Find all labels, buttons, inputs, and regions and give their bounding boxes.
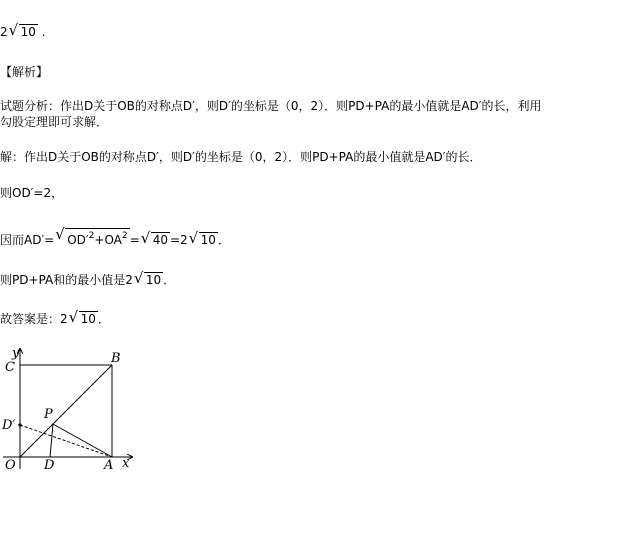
sq1: 2 <box>88 231 95 241</box>
final-line <box>0 308 110 327</box>
segment-pd <box>50 424 53 457</box>
point-d-prime <box>18 423 21 426</box>
sq2: 2 <box>121 231 128 241</box>
diagonal-ob <box>20 365 112 457</box>
label-o: O <box>5 458 16 473</box>
solution-line: 解：作出D关于OB的对称点D′，则D′的坐标是（0，2）．则PD+PA的最小值就是AD′的长． <box>0 150 482 164</box>
final-prefix: 故答案是：2 <box>0 312 68 326</box>
sqrt-10: √ 10 <box>188 229 216 247</box>
therefore-trail: ． <box>217 233 230 247</box>
answer-coef: 2 <box>0 25 8 39</box>
label-x: x <box>122 456 130 471</box>
therefore-line <box>0 225 230 248</box>
min-radicand: 10 <box>145 273 162 287</box>
min-line <box>0 269 176 288</box>
od-line: 则OD′=2， <box>0 186 64 200</box>
therefore-prefix: 因而AD′= <box>0 233 55 247</box>
min-prefix: 则PD+PA和的最小值是2 <box>0 273 133 287</box>
min-sqrt: √ 10 <box>133 269 162 287</box>
geometry-diagram <box>0 345 150 485</box>
label-y: y <box>12 346 20 361</box>
final-trail: ． <box>97 312 110 326</box>
label-p: P <box>44 407 53 422</box>
eq2: =2 <box>169 233 188 247</box>
big-sqrt: √ $OD'^2+OA^2$ <box>55 225 128 247</box>
answer-line <box>0 21 46 40</box>
label-d: D <box>44 458 55 473</box>
plus-oa: +OA <box>94 233 122 247</box>
segment-pa <box>53 424 112 457</box>
radicand-10: 10 <box>200 233 216 247</box>
label-a: A <box>104 458 114 473</box>
answer-trail: . <box>41 25 46 39</box>
label-c: C <box>5 360 15 375</box>
min-trail: ． <box>163 273 176 287</box>
sqrt-40: √ 40 <box>140 229 168 247</box>
label-d-prime: D′ <box>2 418 16 433</box>
dashed-d-prime-a <box>20 425 112 457</box>
final-radicand: 10 <box>80 312 96 326</box>
final-sqrt: √ 10 <box>68 308 96 326</box>
label-b: B <box>111 351 121 366</box>
analysis-line-2: 勾股定理即可求解． <box>0 115 109 129</box>
eq1: = <box>129 233 140 247</box>
radicand-40: 40 <box>152 233 168 247</box>
analysis-line-1: 试题分析：作出D关于OB的对称点D′，则D′的坐标是（0，2）．则PD+PA的最小值就是AD′的长，利用 <box>0 99 542 113</box>
analysis-header: 【解析】 <box>0 65 49 79</box>
od-term: OD′ <box>67 233 89 247</box>
answer-sqrt: √ 10 <box>8 21 36 39</box>
answer-radicand: 10 <box>20 25 36 39</box>
